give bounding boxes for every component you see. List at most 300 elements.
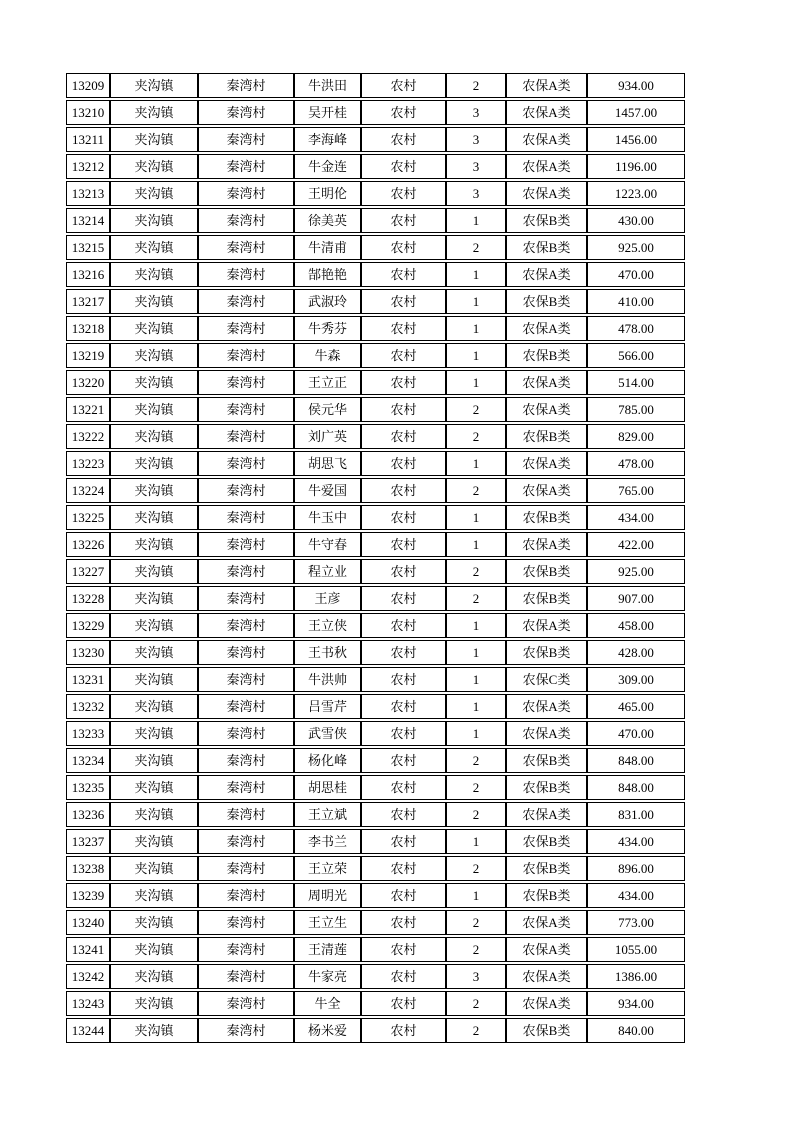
town-cell: 夹沟镇 [110,721,198,746]
person-name-cell: 侯元华 [294,397,361,422]
town-cell: 夹沟镇 [110,127,198,152]
person-count-cell: 1 [446,613,506,638]
person-count-cell: 3 [446,100,506,125]
table-row [66,964,685,989]
town-cell: 夹沟镇 [110,964,198,989]
residence-type-cell: 农村 [361,910,446,935]
person-name-cell: 王立正 [294,370,361,395]
town-cell: 夹沟镇 [110,505,198,530]
amount-cell: 434.00 [587,505,685,530]
serial-number-cell: 13215 [66,235,110,260]
insurance-category-cell: 农保B类 [506,748,587,773]
amount-cell: 410.00 [587,289,685,314]
serial-number-cell: 13244 [66,1018,110,1043]
amount-cell: 428.00 [587,640,685,665]
village-cell: 秦湾村 [198,856,294,881]
insurance-category-cell: 农保A类 [506,802,587,827]
insurance-category-cell: 农保B类 [506,775,587,800]
person-count-cell: 2 [446,586,506,611]
serial-number-cell: 13220 [66,370,110,395]
insurance-category-cell: 农保A类 [506,370,587,395]
insurance-category-cell: 农保A类 [506,721,587,746]
residence-type-cell: 农村 [361,802,446,827]
person-count-cell: 1 [446,829,506,854]
person-count-cell: 1 [446,694,506,719]
person-name-cell: 程立业 [294,559,361,584]
town-cell: 夹沟镇 [110,694,198,719]
residence-type-cell: 农村 [361,100,446,125]
insurance-category-cell: 农保A类 [506,451,587,476]
amount-cell: 829.00 [587,424,685,449]
person-count-cell: 2 [446,937,506,962]
person-name-cell: 王立生 [294,910,361,935]
insurance-category-cell: 农保A类 [506,127,587,152]
town-cell: 夹沟镇 [110,262,198,287]
serial-number-cell: 13221 [66,397,110,422]
table-row [66,181,685,206]
amount-cell: 309.00 [587,667,685,692]
amount-cell: 785.00 [587,397,685,422]
insurance-category-cell: 农保A类 [506,100,587,125]
person-count-cell: 2 [446,856,506,881]
serial-number-cell: 13209 [66,73,110,98]
residence-type-cell: 农村 [361,613,446,638]
town-cell: 夹沟镇 [110,235,198,260]
person-name-cell: 牛秀芬 [294,316,361,341]
amount-cell: 1457.00 [587,100,685,125]
village-cell: 秦湾村 [198,586,294,611]
residence-type-cell: 农村 [361,127,446,152]
person-name-cell: 刘广英 [294,424,361,449]
person-name-cell: 牛守春 [294,532,361,557]
insurance-category-cell: 农保B类 [506,559,587,584]
serial-number-cell: 13222 [66,424,110,449]
person-name-cell: 牛玉中 [294,505,361,530]
insurance-category-cell: 农保A类 [506,910,587,935]
table-row [66,73,685,98]
person-count-cell: 2 [446,775,506,800]
person-count-cell: 2 [446,910,506,935]
person-name-cell: 周明光 [294,883,361,908]
person-name-cell: 胡思飞 [294,451,361,476]
insurance-category-cell: 农保B类 [506,883,587,908]
amount-cell: 896.00 [587,856,685,881]
insurance-category-cell: 农保B类 [506,640,587,665]
amount-cell: 478.00 [587,451,685,476]
person-name-cell: 郜艳艳 [294,262,361,287]
insurance-category-cell: 农保A类 [506,613,587,638]
residence-type-cell: 农村 [361,316,446,341]
table-row [66,127,685,152]
town-cell: 夹沟镇 [110,586,198,611]
residence-type-cell: 农村 [361,262,446,287]
village-cell: 秦湾村 [198,775,294,800]
amount-cell: 1456.00 [587,127,685,152]
insurance-category-cell: 农保A类 [506,991,587,1016]
person-name-cell: 王立侠 [294,613,361,638]
person-name-cell: 牛家亮 [294,964,361,989]
serial-number-cell: 13228 [66,586,110,611]
residence-type-cell: 农村 [361,586,446,611]
residence-type-cell: 农村 [361,883,446,908]
serial-number-cell: 13225 [66,505,110,530]
insurance-category-cell: 农保A类 [506,181,587,206]
amount-cell: 907.00 [587,586,685,611]
table-row [66,748,685,773]
person-count-cell: 2 [446,1018,506,1043]
person-count-cell: 2 [446,235,506,260]
person-name-cell: 王清莲 [294,937,361,962]
serial-number-cell: 13217 [66,289,110,314]
person-count-cell: 1 [446,451,506,476]
table-row [66,937,685,962]
person-count-cell: 1 [446,208,506,233]
village-cell: 秦湾村 [198,748,294,773]
person-count-cell: 2 [446,748,506,773]
insurance-category-cell: 农保B类 [506,289,587,314]
table-row [66,613,685,638]
amount-cell: 478.00 [587,316,685,341]
serial-number-cell: 13237 [66,829,110,854]
person-count-cell: 1 [446,316,506,341]
town-cell: 夹沟镇 [110,640,198,665]
village-cell: 秦湾村 [198,505,294,530]
town-cell: 夹沟镇 [110,856,198,881]
serial-number-cell: 13240 [66,910,110,935]
village-cell: 秦湾村 [198,451,294,476]
person-count-cell: 3 [446,964,506,989]
amount-cell: 840.00 [587,1018,685,1043]
amount-cell: 422.00 [587,532,685,557]
insurance-category-cell: 农保B类 [506,505,587,530]
amount-cell: 1055.00 [587,937,685,962]
town-cell: 夹沟镇 [110,100,198,125]
village-cell: 秦湾村 [198,262,294,287]
serial-number-cell: 13238 [66,856,110,881]
village-cell: 秦湾村 [198,802,294,827]
residence-type-cell: 农村 [361,532,446,557]
village-cell: 秦湾村 [198,613,294,638]
insurance-category-cell: 农保B类 [506,1018,587,1043]
village-cell: 秦湾村 [198,559,294,584]
village-cell: 秦湾村 [198,316,294,341]
amount-cell: 934.00 [587,73,685,98]
town-cell: 夹沟镇 [110,559,198,584]
serial-number-cell: 13210 [66,100,110,125]
person-name-cell: 王彦 [294,586,361,611]
amount-cell: 848.00 [587,748,685,773]
amount-cell: 434.00 [587,829,685,854]
person-count-cell: 1 [446,640,506,665]
amount-cell: 925.00 [587,559,685,584]
person-count-cell: 2 [446,73,506,98]
amount-cell: 458.00 [587,613,685,638]
serial-number-cell: 13219 [66,343,110,368]
table-row [66,154,685,179]
person-count-cell: 1 [446,532,506,557]
insurance-category-cell: 农保A类 [506,262,587,287]
person-count-cell: 2 [446,559,506,584]
town-cell: 夹沟镇 [110,424,198,449]
town-cell: 夹沟镇 [110,613,198,638]
village-cell: 秦湾村 [198,127,294,152]
amount-cell: 1223.00 [587,181,685,206]
table-row [66,694,685,719]
serial-number-cell: 13242 [66,964,110,989]
person-name-cell: 牛洪帅 [294,667,361,692]
town-cell: 夹沟镇 [110,289,198,314]
person-name-cell: 李书兰 [294,829,361,854]
residence-type-cell: 农村 [361,1018,446,1043]
table-row [66,532,685,557]
town-cell: 夹沟镇 [110,478,198,503]
person-name-cell: 牛洪田 [294,73,361,98]
amount-cell: 434.00 [587,883,685,908]
village-cell: 秦湾村 [198,181,294,206]
table-row [66,667,685,692]
serial-number-cell: 13213 [66,181,110,206]
amount-cell: 925.00 [587,235,685,260]
serial-number-cell: 13231 [66,667,110,692]
town-cell: 夹沟镇 [110,73,198,98]
residence-type-cell: 农村 [361,289,446,314]
serial-number-cell: 13212 [66,154,110,179]
insurance-category-cell: 农保A类 [506,316,587,341]
residence-type-cell: 农村 [361,478,446,503]
residence-type-cell: 农村 [361,667,446,692]
town-cell: 夹沟镇 [110,370,198,395]
insurance-category-cell: 农保B类 [506,208,587,233]
table-row [66,289,685,314]
residence-type-cell: 农村 [361,829,446,854]
village-cell: 秦湾村 [198,289,294,314]
village-cell: 秦湾村 [198,910,294,935]
serial-number-cell: 13216 [66,262,110,287]
town-cell: 夹沟镇 [110,451,198,476]
person-name-cell: 杨米爱 [294,1018,361,1043]
town-cell: 夹沟镇 [110,937,198,962]
person-count-cell: 3 [446,181,506,206]
residence-type-cell: 农村 [361,505,446,530]
village-cell: 秦湾村 [198,991,294,1016]
residence-type-cell: 农村 [361,991,446,1016]
person-count-cell: 2 [446,424,506,449]
village-cell: 秦湾村 [198,154,294,179]
insurance-category-cell: 农保A类 [506,694,587,719]
insurance-payment-table [66,71,685,1045]
serial-number-cell: 13224 [66,478,110,503]
table-row [66,829,685,854]
insurance-category-cell: 农保B类 [506,829,587,854]
residence-type-cell: 农村 [361,235,446,260]
serial-number-cell: 13223 [66,451,110,476]
amount-cell: 1196.00 [587,154,685,179]
person-name-cell: 武雪侠 [294,721,361,746]
insurance-category-cell: 农保A类 [506,397,587,422]
person-name-cell: 牛爱国 [294,478,361,503]
amount-cell: 848.00 [587,775,685,800]
person-name-cell: 牛金连 [294,154,361,179]
town-cell: 夹沟镇 [110,181,198,206]
person-name-cell: 牛森 [294,343,361,368]
table-row [66,451,685,476]
residence-type-cell: 农村 [361,937,446,962]
serial-number-cell: 13226 [66,532,110,557]
insurance-category-cell: 农保C类 [506,667,587,692]
person-name-cell: 徐美英 [294,208,361,233]
serial-number-cell: 13243 [66,991,110,1016]
person-count-cell: 3 [446,127,506,152]
person-name-cell: 武淑玲 [294,289,361,314]
person-name-cell: 李海峰 [294,127,361,152]
person-name-cell: 胡思桂 [294,775,361,800]
town-cell: 夹沟镇 [110,208,198,233]
residence-type-cell: 农村 [361,721,446,746]
serial-number-cell: 13229 [66,613,110,638]
residence-type-cell: 农村 [361,775,446,800]
village-cell: 秦湾村 [198,73,294,98]
amount-cell: 566.00 [587,343,685,368]
residence-type-cell: 农村 [361,559,446,584]
village-cell: 秦湾村 [198,532,294,557]
insurance-category-cell: 农保A类 [506,532,587,557]
table-row [66,505,685,530]
person-count-cell: 2 [446,991,506,1016]
village-cell: 秦湾村 [198,937,294,962]
amount-cell: 765.00 [587,478,685,503]
person-count-cell: 2 [446,478,506,503]
village-cell: 秦湾村 [198,370,294,395]
serial-number-cell: 13234 [66,748,110,773]
village-cell: 秦湾村 [198,208,294,233]
insurance-category-cell: 农保B类 [506,343,587,368]
amount-cell: 514.00 [587,370,685,395]
serial-number-cell: 13214 [66,208,110,233]
residence-type-cell: 农村 [361,748,446,773]
insurance-category-cell: 农保A类 [506,154,587,179]
insurance-category-cell: 农保A类 [506,478,587,503]
insurance-category-cell: 农保B类 [506,235,587,260]
insurance-category-cell: 农保A类 [506,73,587,98]
town-cell: 夹沟镇 [110,910,198,935]
table-row [66,775,685,800]
serial-number-cell: 13233 [66,721,110,746]
residence-type-cell: 农村 [361,856,446,881]
person-count-cell: 1 [446,289,506,314]
town-cell: 夹沟镇 [110,316,198,341]
residence-type-cell: 农村 [361,694,446,719]
insurance-category-cell: 农保A类 [506,964,587,989]
residence-type-cell: 农村 [361,451,446,476]
amount-cell: 470.00 [587,262,685,287]
town-cell: 夹沟镇 [110,343,198,368]
town-cell: 夹沟镇 [110,748,198,773]
person-name-cell: 王立荣 [294,856,361,881]
serial-number-cell: 13239 [66,883,110,908]
person-count-cell: 3 [446,154,506,179]
town-cell: 夹沟镇 [110,1018,198,1043]
table-row [66,721,685,746]
person-name-cell: 吕雪芹 [294,694,361,719]
residence-type-cell: 农村 [361,343,446,368]
village-cell: 秦湾村 [198,694,294,719]
table-row [66,1018,685,1043]
person-name-cell: 王立斌 [294,802,361,827]
person-name-cell: 吴开桂 [294,100,361,125]
serial-number-cell: 13227 [66,559,110,584]
person-name-cell: 杨化峰 [294,748,361,773]
table-body [66,73,685,1043]
person-name-cell: 牛清甫 [294,235,361,260]
town-cell: 夹沟镇 [110,667,198,692]
village-cell: 秦湾村 [198,829,294,854]
residence-type-cell: 农村 [361,424,446,449]
table-row [66,910,685,935]
village-cell: 秦湾村 [198,964,294,989]
village-cell: 秦湾村 [198,667,294,692]
person-count-cell: 1 [446,883,506,908]
insurance-category-cell: 农保B类 [506,424,587,449]
village-cell: 秦湾村 [198,721,294,746]
town-cell: 夹沟镇 [110,775,198,800]
village-cell: 秦湾村 [198,1018,294,1043]
table-row [66,856,685,881]
residence-type-cell: 农村 [361,181,446,206]
residence-type-cell: 农村 [361,964,446,989]
table-row [66,262,685,287]
table-row [66,100,685,125]
person-count-cell: 1 [446,505,506,530]
town-cell: 夹沟镇 [110,154,198,179]
village-cell: 秦湾村 [198,478,294,503]
amount-cell: 773.00 [587,910,685,935]
table-row [66,478,685,503]
table-row [66,235,685,260]
serial-number-cell: 13235 [66,775,110,800]
town-cell: 夹沟镇 [110,397,198,422]
serial-number-cell: 13236 [66,802,110,827]
table-row [66,802,685,827]
person-count-cell: 2 [446,397,506,422]
table-row [66,640,685,665]
table-row [66,370,685,395]
table-row [66,559,685,584]
person-name-cell: 王书秋 [294,640,361,665]
serial-number-cell: 13241 [66,937,110,962]
residence-type-cell: 农村 [361,154,446,179]
village-cell: 秦湾村 [198,100,294,125]
amount-cell: 430.00 [587,208,685,233]
table-row [66,991,685,1016]
person-count-cell: 1 [446,667,506,692]
town-cell: 夹沟镇 [110,883,198,908]
person-count-cell: 1 [446,262,506,287]
person-name-cell: 王明伦 [294,181,361,206]
serial-number-cell: 13232 [66,694,110,719]
amount-cell: 831.00 [587,802,685,827]
village-cell: 秦湾村 [198,883,294,908]
village-cell: 秦湾村 [198,640,294,665]
village-cell: 秦湾村 [198,235,294,260]
insurance-category-cell: 农保B类 [506,856,587,881]
table-row [66,316,685,341]
town-cell: 夹沟镇 [110,829,198,854]
amount-cell: 465.00 [587,694,685,719]
residence-type-cell: 农村 [361,370,446,395]
person-count-cell: 2 [446,802,506,827]
town-cell: 夹沟镇 [110,802,198,827]
serial-number-cell: 13230 [66,640,110,665]
